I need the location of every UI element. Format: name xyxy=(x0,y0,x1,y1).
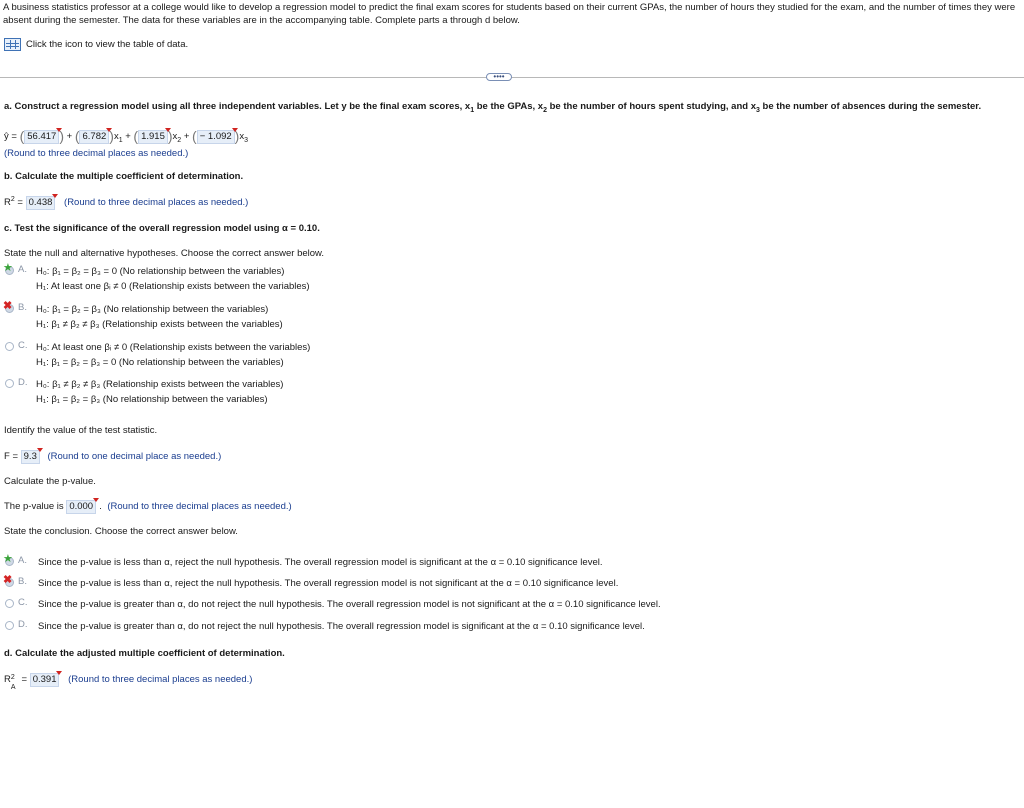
f-statistic-answer[interactable]: 9.3 xyxy=(21,450,40,464)
view-table-link[interactable] xyxy=(4,38,188,51)
correct-star-icon: ★ xyxy=(3,553,13,565)
b0-answer[interactable]: 56.417 xyxy=(24,130,59,144)
round-note-d: (Round to three decimal places as needed.) xyxy=(68,674,253,685)
p-value-row: The p-value is 0.000 . (Round to three decimal places as needed.) xyxy=(4,501,292,512)
r-squared-answer[interactable]: 0.438 xyxy=(26,196,56,210)
part-a-prompt: a. Construct a regression model using all three independent variables. Let y be the final exam scores, $x_1$ be the GPAs, $x_2$ be the number of hours spent studying, and $x_3$ be the number of absences during the semester. xyxy=(4,101,982,114)
radio-button[interactable] xyxy=(3,574,14,587)
b1-answer[interactable]: 6.782 xyxy=(79,130,109,144)
round-note-p: (Round to three decimal places as needed.) xyxy=(107,501,292,512)
b3-answer[interactable]: − 1.092 xyxy=(197,130,235,144)
test-statistic-prompt: Identify the value of the test statistic. xyxy=(4,425,158,436)
radio-button[interactable] xyxy=(5,621,14,630)
hypothesis-option-d[interactable]: D. H₀: β₁ ≠ β₂ ≠ β₃ (Relationship exists between the variables) H₁: β₁ = β₂ = β₃ (No relationship between the variables) xyxy=(5,377,283,407)
round-note-f: (Round to one decimal place as needed.) xyxy=(47,451,222,462)
conclusion-option-a[interactable]: ★ A. Since the p-value is less than α, reject the null hypothesis. The overall regression model is significant at the α = 0.10 significance level. xyxy=(3,553,603,568)
part-b-prompt: b. Calculate the multiple coefficient of determination. xyxy=(4,171,244,182)
problem-statement: A business statistics professor at a college would like to develop a regression model to predict the final exam scores for students based on their current GPAs, the number of hours they studied for the exam, and the number of times they were absent during the semester. The data for these variables are in the accompanying table. Complete parts a through d below. xyxy=(3,2,1016,26)
hypothesis-option-c[interactable]: C. H₀: At least one βᵢ ≠ 0 (Relationship exists between the variables) H₁: β₁ = β₂ = β₃ = 0 (No relationship between the variables) xyxy=(5,340,310,370)
regression-equation: ŷ = ( 56.417 ) + ( 6.782 )$x_1$ + ( 1.915 )$x_2$ + ( − 1.092 )$x_3$ xyxy=(4,128,248,144)
radio-button[interactable] xyxy=(3,262,14,275)
conclusion-option-b[interactable]: ✖ B. Since the p-value is less than α, reject the null hypothesis. The overall regression model is not significant at the α = 0.10 significance level. xyxy=(3,574,619,589)
incorrect-x-icon: ✖ xyxy=(3,574,13,586)
radio-button[interactable] xyxy=(3,300,14,313)
table-icon[interactable] xyxy=(4,38,21,51)
conclusion-prompt: State the conclusion. Choose the correct answer below. xyxy=(4,526,238,537)
part-d-prompt: d. Calculate the adjusted multiple coefficient of determination. xyxy=(4,648,285,659)
section-divider xyxy=(0,77,1024,78)
radio-button[interactable] xyxy=(5,599,14,608)
hypotheses-prompt: State the null and alternative hypotheses. Choose the correct answer below. xyxy=(4,248,325,259)
p-value-prompt: Calculate the p-value. xyxy=(4,476,96,487)
r-squared-row: $R^2 = 0.438$ (Round to three decimal places as needed.) xyxy=(4,196,249,209)
f-statistic-row: F = 9.3 (Round to one decimal place as needed.) xyxy=(4,451,222,462)
round-note-a: (Round to three decimal places as needed.) xyxy=(4,148,189,159)
incorrect-x-icon: ✖ xyxy=(3,300,13,312)
radio-button[interactable] xyxy=(5,379,14,388)
p-value-answer[interactable]: 0.000 xyxy=(66,500,96,514)
conclusion-option-c[interactable]: C. Since the p-value is greater than α, do not reject the null hypothesis. The overall regression model is not significant at the α = 0.10 significance level. xyxy=(5,597,661,612)
hypothesis-option-b[interactable]: ✖ B. H₀: β₁ = β₂ = β₃ (No relationship between the variables) H₁: β₁ ≠ β₂ ≠ β₃ (Relationship exists between the variables) xyxy=(3,300,283,330)
adjusted-r-squared-answer[interactable]: 0.391 xyxy=(30,673,60,687)
y-hat-symbol: ŷ xyxy=(4,131,9,142)
radio-button[interactable] xyxy=(3,553,14,566)
conclusion-option-d[interactable]: D. Since the p-value is greater than α, do not reject the null hypothesis. The overall regression model is significant at the α = 0.10 significance level. xyxy=(5,619,645,634)
hypothesis-option-a[interactable]: ★ A. H₀: β₁ = β₂ = β₃ = 0 (No relationship between the variables) H₁: At least one βᵢ ≠ 0 (Relationship exists between the variables) xyxy=(3,262,310,292)
correct-star-icon: ★ xyxy=(3,262,13,274)
round-note-b: (Round to three decimal places as needed.) xyxy=(64,197,249,209)
expand-button[interactable]: •••• xyxy=(486,73,512,81)
b2-answer[interactable]: 1.915 xyxy=(138,130,168,144)
radio-button[interactable] xyxy=(5,342,14,351)
part-c-prompt: c. Test the significance of the overall regression model using α = 0.10. xyxy=(4,223,320,234)
view-table-label[interactable]: Click the icon to view the table of data. xyxy=(26,39,189,50)
adjusted-r-squared-row: R 2 A = 0.391 (Round to three decimal places as needed.) xyxy=(4,674,253,691)
